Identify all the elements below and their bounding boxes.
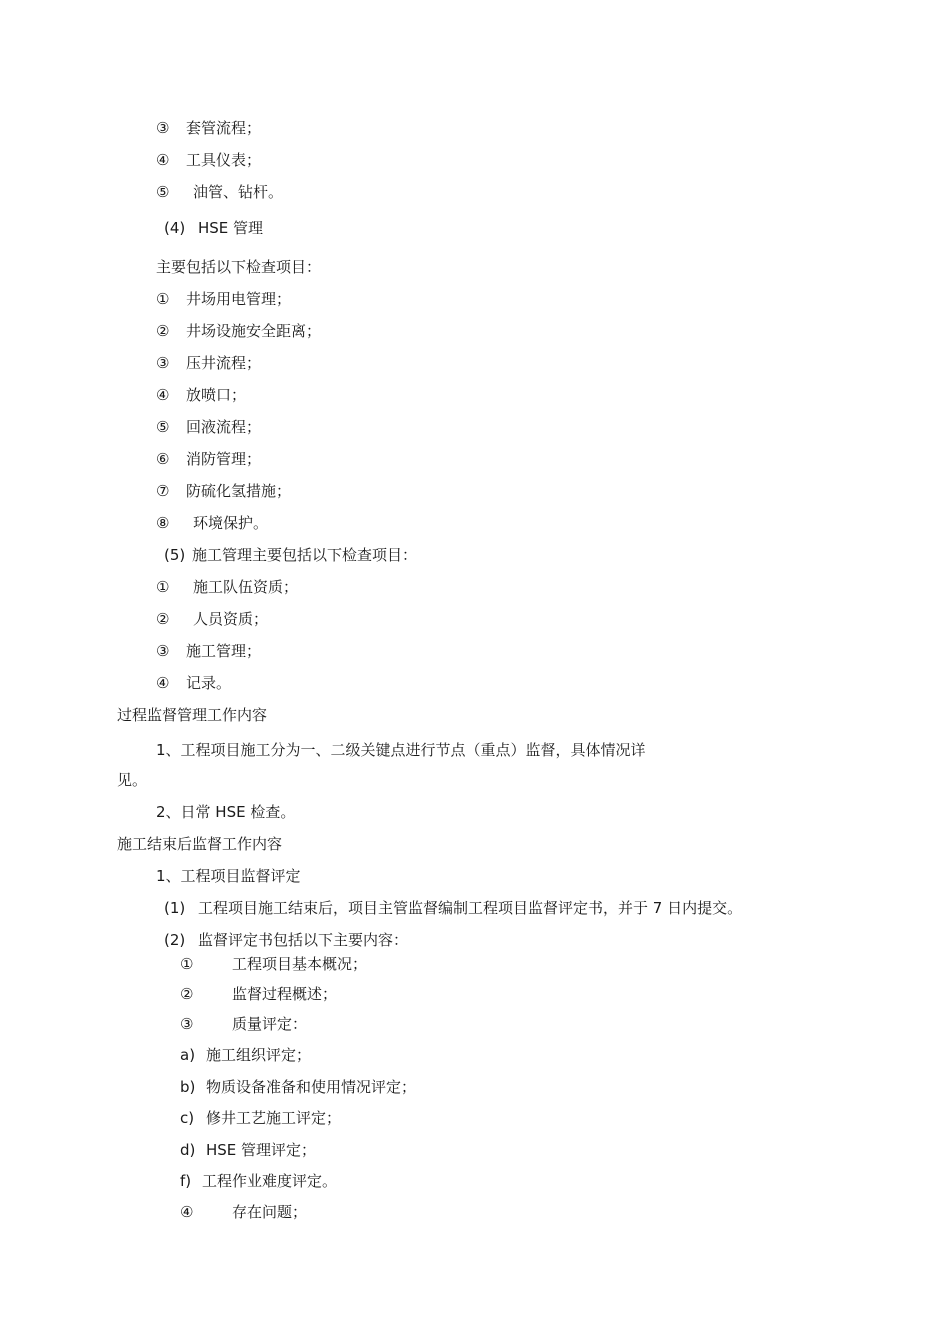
list-marker: ⑤	[156, 183, 170, 201]
list-item	[180, 1202, 307, 1222]
section-text: HSE 管理	[198, 219, 264, 237]
list-text: 质量评定：	[232, 1015, 308, 1033]
list-marker: ⑦	[156, 482, 170, 500]
list-text: 工具仪表；	[186, 151, 262, 169]
section-heading	[164, 218, 263, 238]
sub-list-marker: d)	[180, 1141, 196, 1159]
paragraph	[156, 740, 646, 760]
list-item	[156, 150, 261, 170]
list-item	[180, 1014, 307, 1034]
list-item	[156, 577, 298, 597]
list-text: 防硫化氢措施；	[186, 482, 292, 500]
list-item	[156, 353, 261, 373]
list-marker: ②	[156, 322, 170, 340]
list-item	[156, 118, 261, 138]
list-text: 工程作业难度评定。	[202, 1172, 338, 1190]
section-text: 施工管理主要包括以下检查项目：	[192, 546, 418, 564]
list-text: 井场用电管理；	[186, 290, 292, 308]
list-marker: ③	[180, 1015, 194, 1033]
list-text: 井场设施安全距离；	[186, 322, 322, 340]
list-item	[180, 984, 337, 1004]
list-item	[156, 513, 268, 533]
list-marker: ④	[156, 674, 170, 692]
list-item	[156, 289, 291, 309]
chapter-heading	[117, 705, 267, 725]
sub-list-item	[180, 1140, 316, 1160]
list-text: 压井流程；	[186, 354, 262, 372]
sub-list-marker: f)	[180, 1172, 192, 1190]
list-item	[156, 385, 246, 405]
chapter-heading	[117, 834, 282, 854]
list-marker: ①	[180, 955, 194, 973]
paragraph-text: 工程项目施工结束后，项目主管监督编制工程项目监督评定书，并于 7 日内提交。	[198, 899, 743, 917]
list-text: 存在问题；	[232, 1203, 308, 1221]
paragraph-continuation	[117, 770, 147, 790]
list-text: 物质设备准备和使用情况评定；	[206, 1078, 417, 1096]
list-item	[156, 321, 321, 341]
list-marker: ①	[156, 290, 170, 308]
paragraph	[156, 802, 295, 822]
list-text: 监督过程概述；	[232, 985, 338, 1003]
sub-list-marker: b)	[180, 1078, 196, 1096]
section-marker: (4)	[164, 219, 186, 237]
list-text: 油管、钻杆。	[193, 183, 284, 201]
list-marker: ③	[156, 354, 170, 372]
list-marker: ②	[156, 610, 170, 628]
heading-text: 过程监督管理工作内容	[117, 706, 268, 724]
list-text: 放喷口；	[186, 386, 247, 404]
section-marker: (1)	[164, 899, 186, 917]
sub-list-marker: a)	[180, 1046, 196, 1064]
section-heading	[164, 545, 417, 565]
list-marker: ③	[156, 642, 170, 660]
list-text: 记录。	[186, 674, 232, 692]
list-item	[156, 449, 261, 469]
list-marker: ⑤	[156, 418, 170, 436]
list-text: 施工管理；	[186, 642, 262, 660]
list-text: 环境保护。	[193, 514, 269, 532]
sub-list-item	[180, 1171, 337, 1191]
paragraph	[156, 257, 321, 277]
list-item	[156, 609, 268, 629]
list-text: HSE 管理评定；	[206, 1141, 317, 1159]
sub-list-item	[180, 1077, 416, 1097]
list-marker: ④	[180, 1203, 194, 1221]
list-item	[156, 641, 261, 661]
sub-list-item	[180, 1045, 311, 1065]
paragraph	[156, 866, 301, 886]
paragraph-text: 主要包括以下检查项目：	[156, 258, 322, 276]
section-marker: (2)	[164, 931, 186, 949]
list-marker: ⑥	[156, 450, 170, 468]
list-text: 施工组织评定；	[206, 1046, 312, 1064]
list-marker: ④	[156, 151, 170, 169]
list-text: 工程项目基本概况；	[232, 955, 368, 973]
list-text: 施工队伍资质；	[193, 578, 299, 596]
heading-text: 施工结束后监督工作内容	[117, 835, 283, 853]
list-item	[156, 673, 231, 693]
list-marker: ②	[180, 985, 194, 1003]
paragraph-text: 见。	[117, 771, 148, 789]
list-item	[156, 481, 291, 501]
section-marker: (5)	[164, 546, 186, 564]
list-marker: ①	[156, 578, 170, 596]
list-text: 修井工艺施工评定；	[206, 1109, 342, 1127]
paragraph-text: 2、日常 HSE 检查。	[156, 803, 296, 821]
list-item	[156, 182, 283, 202]
sub-list-item	[180, 1108, 341, 1128]
list-text: 消防管理；	[186, 450, 262, 468]
list-marker: ⑧	[156, 514, 170, 532]
list-marker: ④	[156, 386, 170, 404]
list-text: 套管流程；	[186, 119, 262, 137]
paragraph-text: 1、工程项目施工分为一、二级关键点进行节点（重点）监督，具体情况详	[156, 741, 646, 759]
numbered-paragraph	[164, 930, 408, 950]
list-marker: ③	[156, 119, 170, 137]
sub-list-marker: c)	[180, 1109, 195, 1127]
paragraph-text: 监督评定书包括以下主要内容：	[198, 931, 409, 949]
list-item	[180, 954, 367, 974]
numbered-paragraph	[164, 898, 742, 918]
paragraph-text: 1、工程项目监督评定	[156, 867, 301, 885]
list-text: 人员资质；	[193, 610, 269, 628]
list-text: 回液流程；	[186, 418, 262, 436]
list-item	[156, 417, 261, 437]
